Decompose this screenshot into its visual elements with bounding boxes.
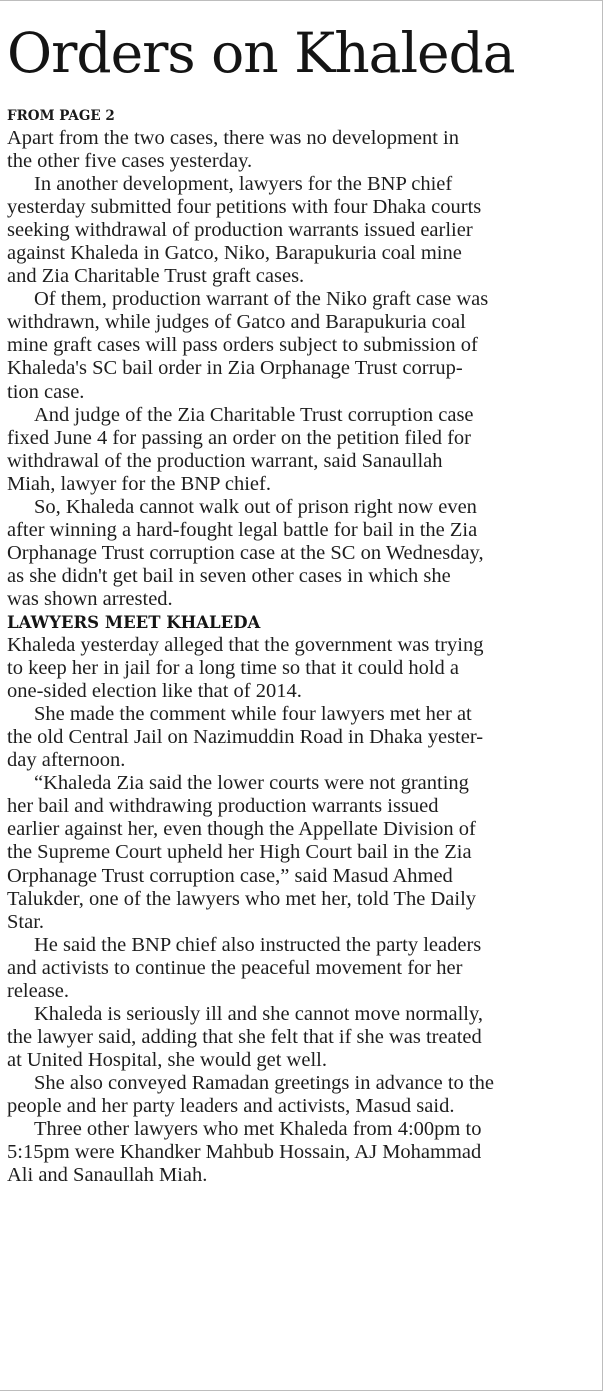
article-line: as she didn't get bail in seven other cases in which she bbox=[7, 564, 451, 587]
article-line: Khaleda is seriously ill and she cannot move normally, bbox=[34, 1002, 483, 1025]
article-body bbox=[7, 127, 597, 1187]
article-line: and Zia Charitable Trust graft cases. bbox=[7, 265, 305, 288]
article-line: Ali and Sanaullah Miah. bbox=[7, 1164, 208, 1187]
article-line: the lawyer said, adding that she felt that if she was treated bbox=[7, 1025, 482, 1048]
article-line: Of them, production warrant of the Niko graft case was bbox=[34, 288, 489, 311]
article-line: So, Khaleda cannot walk out of prison right now even bbox=[34, 495, 477, 518]
article-line: Orphanage Trust corruption case,” said Masud Ahmed bbox=[7, 864, 453, 887]
article-line: day afternoon. bbox=[7, 749, 126, 772]
article-line: release. bbox=[7, 979, 70, 1002]
article-line: Orphanage Trust corruption case at the SC on Wednesday, bbox=[7, 541, 484, 564]
article-line: Talukder, one of the lawyers who met her, told The Daily bbox=[7, 887, 477, 910]
article-line: Star. bbox=[7, 910, 45, 933]
article-line: mine graft cases will pass orders subject to submission of bbox=[7, 334, 478, 357]
article-line: yesterday submitted four petitions with four Dhaka courts bbox=[7, 196, 482, 219]
article-line: 5:15pm were Khandker Mahbub Hossain, AJ Mohammad bbox=[7, 1141, 482, 1164]
article-line: to keep her in jail for a long time so that it could hold a bbox=[7, 657, 460, 680]
article-line: She also conveyed Ramadan greetings in advance to the bbox=[34, 1071, 494, 1094]
article-line: the old Central Jail on Nazimuddin Road in Dhaka yester- bbox=[7, 726, 484, 749]
article-line: She made the comment while four lawyers met her at bbox=[34, 703, 472, 726]
article-line: against Khaleda in Gatco, Niko, Barapukuria coal mine bbox=[7, 242, 462, 265]
article-line: “Khaleda Zia said the lower courts were not granting bbox=[34, 772, 469, 795]
article-line: and activists to continue the peaceful movement for her bbox=[7, 956, 463, 979]
article-line: Khaleda's SC bail order in Zia Orphanage Trust corrup- bbox=[7, 357, 463, 380]
article-line: withdrawal of the production warrant, said Sanaullah bbox=[7, 449, 443, 472]
article-line: earlier against her, even though the Appellate Division of bbox=[7, 818, 476, 841]
article-line: withdrawn, while judges of Gatco and Barapukuria coal bbox=[7, 311, 466, 334]
article-line: tion case. bbox=[7, 380, 85, 403]
article-line: fixed June 4 for passing an order on the petition filed for bbox=[7, 426, 471, 449]
article-line: the other five cases yesterday. bbox=[7, 150, 253, 173]
article-line: He said the BNP chief also instructed the party leaders bbox=[34, 933, 482, 956]
article-line: In another development, lawyers for the BNP chief bbox=[34, 173, 453, 196]
article-line: Apart from the two cases, there was no development in bbox=[7, 127, 460, 149]
from-page-jumpline: FROM PAGE 2 bbox=[7, 108, 115, 124]
article-line: Miah, lawyer for the BNP chief. bbox=[7, 472, 271, 495]
article-line: people and her party leaders and activists, Masud said. bbox=[7, 1094, 455, 1117]
article-line: at United Hospital, she would get well. bbox=[7, 1048, 327, 1071]
article-line: seeking withdrawal of production warrants issued earlier bbox=[7, 219, 473, 242]
article-line: one-sided election like that of 2014. bbox=[7, 680, 302, 703]
article-line: Khaleda yesterday alleged that the government was trying bbox=[7, 634, 484, 657]
headline: Orders on Khaleda bbox=[7, 21, 515, 85]
section-subheading: LAWYERS MEET KHALEDA bbox=[7, 612, 261, 632]
article-line: her bail and withdrawing production warrants issued bbox=[7, 795, 439, 818]
article-line: And judge of the Zia Charitable Trust corruption case bbox=[34, 403, 474, 426]
article-line: was shown arrested. bbox=[7, 587, 173, 610]
article-line: after winning a hard-fought legal battle for bail in the Zia bbox=[7, 518, 478, 541]
article-line: Three other lawyers who met Khaleda from 4:00pm to bbox=[34, 1118, 482, 1141]
article-line: the Supreme Court upheld her High Court bail in the Zia bbox=[7, 841, 472, 864]
